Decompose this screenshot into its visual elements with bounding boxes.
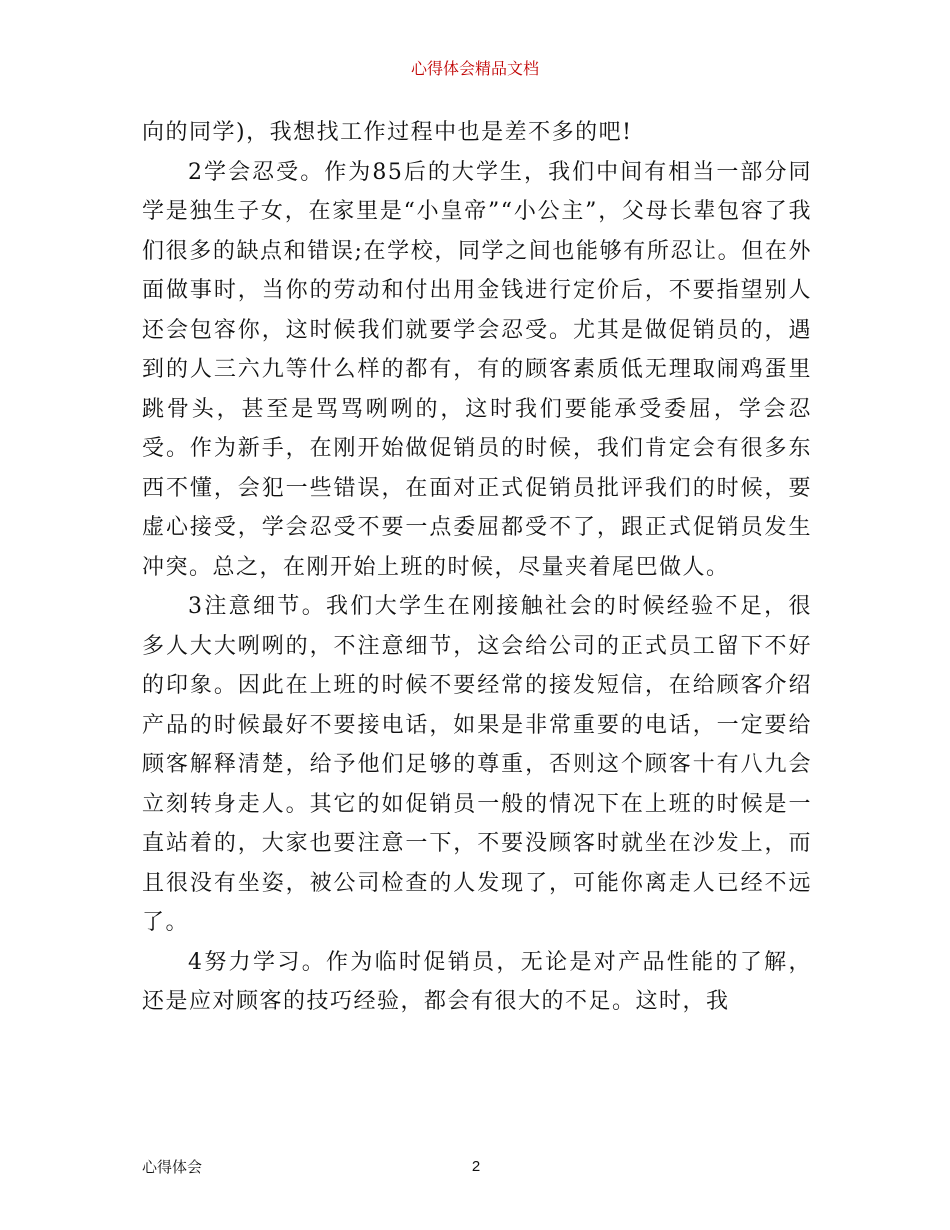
document-body: [142, 113, 812, 1022]
page-number: 2: [471, 1158, 481, 1175]
paragraph-learn-to-endure: 2学会忍受。作为85后的大学生，我们中间有相当一部分同学是独生子女，在家里是“小皇帝”“小公主”，父母长辈包容了我们很多的缺点和错误;在学校，同学之间也能够有所忍让。但在外面做事时，当你的劳动和付出用金钱进行定价后，不要指望别人还会包容你，这时候我们就要学会忍受。尤其是做促销员的，遇到的人三六九等什么样的都有，有的顾客素质低无理取闹鸡蛋里跳骨头，甚至是骂骂咧咧的，这时我们要能承受委屈，学会忍受。作为新手，在刚开始做促销员的时候，我们肯定会有很多东西不懂，会犯一些错误，在面对正式促销员批评我们的时候，要虚心接受，学会忍受不要一点委屈都受不了，跟正式促销员发生冲突。总之，在刚开始上班的时候，尽量夹着尾巴做人。: [142, 159, 812, 580]
paragraph-continuation: 向的同学)，我想找工作过程中也是差不多的吧!: [142, 120, 633, 145]
paragraph-study-hard: 4努力学习。作为临时促销员，无论是对产品性能的了解，还是应对顾客的技巧经验，都会有很大的不足。这时，我: [142, 949, 812, 1014]
paragraph-attention-to-detail: 3注意细节。我们大学生在刚接触社会的时候经验不足，很多人大大咧咧的，不注意细节，这会给公司的正式员工留下不好的印象。因此在上班的时候不要经常的接发短信，在给顾客介绍产品的时候最好不要接电话，如果是非常重要的电话，一定要给顾客解释清楚，给予他们足够的尊重，否则这个顾客十有八九会立刻转身走人。其它的如促销员一般的情况下在上班的时候是一直站着的，大家也要注意一下，不要没顾客时就坐在沙发上，而且很没有坐姿，被公司检查的人发现了，可能你离走人已经不远了。: [142, 594, 812, 935]
footer-label: 心得体会: [142, 1158, 203, 1176]
page-header-title: 心得体会精品文档: [410, 59, 539, 78]
